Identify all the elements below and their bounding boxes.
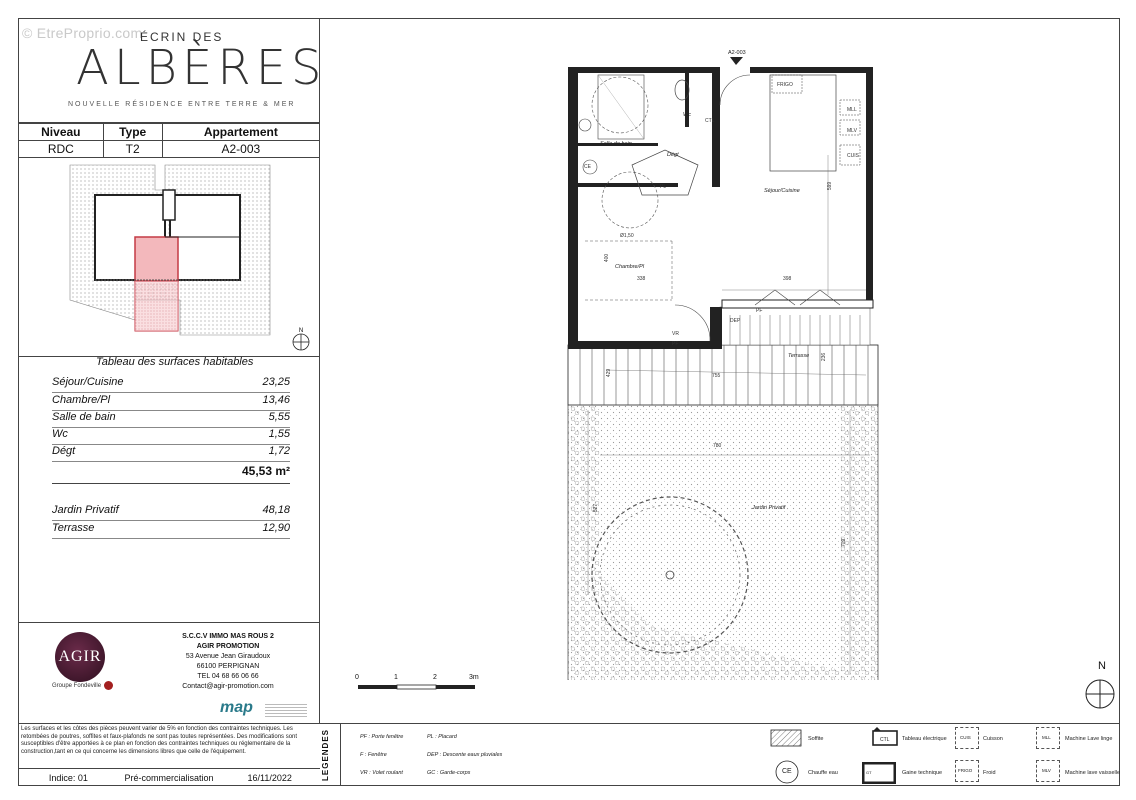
keyplan-north-icon [290, 325, 312, 353]
surface-label: Jardin Privatif [52, 504, 119, 516]
surface-value: 13,46 [262, 394, 290, 406]
address-line-2: 66100 PERPIGNAN [196, 663, 260, 670]
legend-abbr: VR : Volet roulant [360, 770, 403, 776]
scale-tick: 0 [355, 674, 359, 681]
legend-soffite: Soffite [808, 736, 824, 742]
north-label: N [1098, 660, 1106, 672]
apartment-info-table [18, 123, 320, 158]
dim-527: 527 [593, 503, 600, 513]
apartment-tag: A2-003 [728, 50, 746, 56]
architect-info-lines [265, 702, 307, 718]
room-label-degt: Dégt [667, 152, 679, 158]
legend-ctl: Tableau électrique [902, 736, 947, 742]
promoter-block [148, 632, 308, 692]
surface-label: Chambre/Pl [52, 394, 111, 406]
architect-logo: map [220, 699, 253, 716]
surface-value: 5,55 [268, 411, 290, 423]
legend-abbr: DEP : Descente eaux pluviales [427, 752, 503, 758]
groupe-label [52, 681, 113, 690]
floor-plan [540, 45, 900, 685]
address-line-1: 53 Avenue Jean Giraudoux [185, 653, 271, 660]
legend-mll-code: MLL [1042, 735, 1051, 740]
code-pf: PF [756, 308, 763, 314]
logo-main-text: ALBÈRES [76, 40, 327, 96]
surface-total [52, 464, 290, 484]
footer-row [18, 768, 320, 786]
code-vr: VR [672, 331, 679, 337]
code-ce: CE [584, 164, 591, 170]
legend-mll: Machine Lave linge [1065, 736, 1113, 742]
divider [18, 622, 320, 623]
surface-value: 23,25 [262, 376, 290, 388]
telephone: TEL 04 68 66 06 66 [197, 673, 259, 680]
company-name: S.C.C.V IMMO MAS ROUS 2 [182, 633, 274, 640]
dim-429: 429 [606, 368, 613, 378]
room-label-sdb: Salle de bain [600, 141, 632, 147]
compass-icon [1084, 678, 1116, 710]
surface-row [52, 445, 290, 462]
legend-cuis: Cuisson [983, 736, 1003, 742]
surface-value: 48,18 [262, 504, 290, 516]
groupe-logo-icon [104, 681, 113, 690]
value-type: T2 [103, 141, 162, 158]
code-dep: DEP [730, 318, 741, 324]
legend-abbr: F : Fenêtre [360, 752, 387, 758]
legend-ce: Chauffe eau [808, 770, 838, 776]
code-pl: PL [660, 184, 667, 190]
dim-400: 400 [604, 253, 611, 263]
room-label-wc: Wc [683, 112, 691, 118]
agir-logo: AGIR [55, 632, 105, 682]
legend-gaine: Gaine technique [902, 770, 943, 776]
code-mlv: MLV [847, 128, 857, 134]
surface-row [52, 394, 290, 411]
groupe-text: Groupe Fondeville [52, 682, 102, 689]
room-label-jardin: Jardin Privatif [752, 505, 786, 511]
legend-mlv-code: MLV [1042, 768, 1051, 773]
header-appartement: Appartement [162, 124, 319, 141]
surface-total-value: 45,53 m² [241, 464, 290, 478]
dim-709: 709 [841, 538, 848, 548]
email: Contact@agir-promotion.com [182, 683, 274, 690]
legend-abbr: PF : Porte fenêtre [360, 734, 404, 740]
dim-398: 398 [783, 276, 792, 282]
legend-frigo-code: FRIGO [958, 768, 973, 773]
dim-turning-circle: Ø1,50 [620, 233, 634, 239]
divider [18, 723, 320, 724]
logo-top-text: ÉCRIN DES [140, 30, 224, 44]
code-ctl: CTL [705, 118, 715, 124]
footer-indice: Indice: 01 [48, 772, 88, 783]
legend-cuis-code: CUIS [960, 735, 971, 740]
dim-599: 599 [827, 181, 834, 191]
legend-mlv: Machine lave vaisselle [1065, 770, 1121, 776]
scale-tick: 2 [433, 674, 437, 681]
legend-separator [340, 723, 341, 786]
legend-abbr: GC : Garde-corps [427, 770, 471, 776]
surface-value: 1,72 [268, 445, 290, 457]
surface-label: Salle de bain [52, 411, 116, 423]
surface-row [52, 411, 290, 428]
svg-text:N: N [298, 328, 304, 334]
surface-extra-row [52, 504, 290, 521]
legend-frigo: Froid [983, 770, 996, 776]
dim-780: 780 [713, 443, 722, 449]
legend-ctl-code: CTL [880, 737, 890, 743]
room-label-sejour: Séjour/Cuisine [764, 188, 800, 194]
legend-title: LEGENDES [321, 729, 330, 782]
header-type: Type [103, 124, 162, 141]
code-frigo: FRIGO [777, 82, 793, 88]
surface-label: Wc [52, 428, 68, 440]
code-mll: MLL [847, 107, 857, 113]
footer-phase: Pré-commercialisation [124, 772, 214, 783]
disclaimer-notes: Les surfaces et les côtes des pièces peuvent varier de 5% en fonction des contraintes techniques. Les retombées de poutres, soffites et faux-plafonds ne sont pas toutes représentées. Des modifications sont susceptibles d'être apportées à ce plan en fonction des contraintes techniques ou réglementaire de la construction,tant en ce qui concerne les dimensions libres que celle de l'équipement. [21, 726, 298, 755]
surface-value: 1,55 [268, 428, 290, 440]
value-niveau: RDC [19, 141, 104, 158]
surface-row [52, 376, 290, 393]
divider [52, 483, 290, 484]
surfaces-title: Tableau des surfaces habitables [96, 356, 254, 368]
room-label-terrasse: Terrasse [788, 353, 810, 359]
scale-tick: 1 [394, 674, 398, 681]
dim-338: 338 [637, 276, 646, 282]
legend-gaine-code: GT [866, 770, 872, 775]
footer-date: 16/11/2022 [247, 772, 292, 783]
soffite-icon [770, 729, 802, 747]
scale-tick: 3m [469, 674, 479, 681]
logo-subtitle: NOUVELLE RÉSIDENCE ENTRE TERRE & MER [68, 101, 296, 108]
surface-label: Dégt [52, 445, 76, 457]
surface-extra-row [52, 522, 290, 539]
code-cuis: CUIS [847, 153, 859, 159]
room-label-chambre: Chambre/Pl [615, 264, 645, 270]
surface-label: Terrasse [52, 522, 95, 534]
key-plan [60, 160, 310, 340]
legend-abbr: PL : Placard [427, 734, 457, 740]
surface-value: 12,90 [262, 522, 290, 534]
value-appartement: A2-003 [162, 141, 319, 158]
header-niveau: Niveau [19, 124, 104, 141]
scale-bar [356, 675, 486, 695]
surface-label: Séjour/Cuisine [52, 376, 124, 388]
brand-name: AGIR PROMOTION [196, 643, 260, 650]
code-pf-2: PF [672, 341, 679, 347]
dim-236: 236 [821, 352, 828, 362]
dim-755: 755 [712, 373, 721, 379]
watermark: © EtreProprio.com [22, 25, 143, 41]
surface-row [52, 428, 290, 445]
legend-ce-code: CE [782, 768, 792, 775]
